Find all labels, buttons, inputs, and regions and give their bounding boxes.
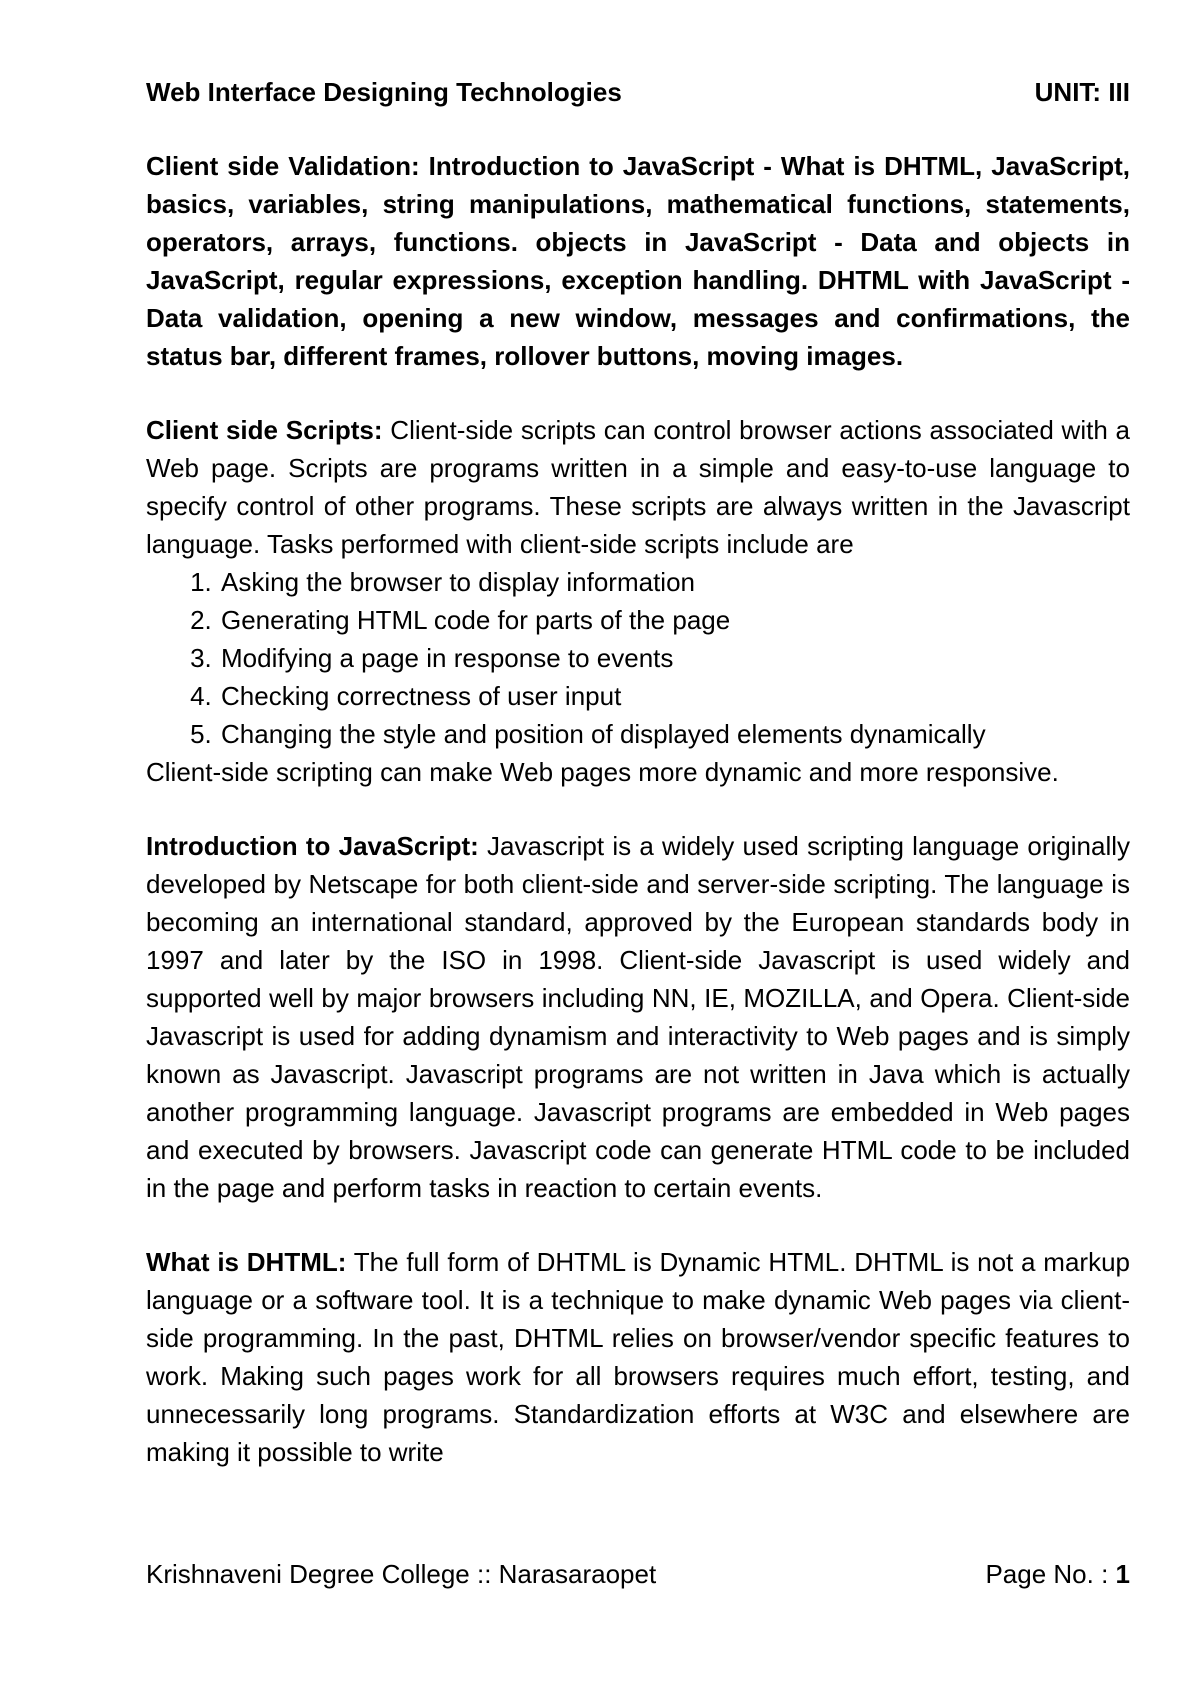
list-item: 2. Generating HTML code for parts of the page <box>219 601 1130 639</box>
paragraph-gap <box>146 1207 1130 1243</box>
tasks-list <box>146 563 1130 753</box>
paragraph-gap <box>146 791 1130 827</box>
page-footer <box>146 1556 1130 1592</box>
dhtml-body: The full form of DHTML is Dynamic HTML. DHTML is not a markup language or a software tool. It is a technique to make dynamic Web pages via client-side programming. In the past, DHTML relies on browser/vendor specific features to work. Making such pages work for all browsers requires much effort, testing, and unnecessarily long programs. Standardization efforts at W3C and elsewhere are making it possible to write <box>146 1247 1130 1467</box>
page-header <box>146 74 1130 110</box>
dhtml-paragraph <box>146 1243 1130 1471</box>
header-unit: UNIT: III <box>1034 77 1130 107</box>
client-side-scripts-heading: Client side Scripts: <box>146 415 383 445</box>
list-item: 5. Changing the style and position of displayed elements dynamically <box>219 715 1130 753</box>
footer-college: Krishnaveni Degree College :: Narasaraopet <box>146 1559 657 1589</box>
header-title: Web Interface Designing Technologies <box>146 77 622 107</box>
list-item: 4. Checking correctness of user input <box>219 677 1130 715</box>
page-number-value: 1 <box>1115 1559 1130 1589</box>
dhtml-heading: What is DHTML: <box>146 1247 347 1277</box>
page-number-label: Page No. : <box>985 1559 1116 1589</box>
list-item: 3. Modifying a page in response to events <box>219 639 1130 677</box>
intro-javascript-paragraph <box>146 827 1130 1207</box>
client-side-scripts-body: Client-side scripts can control browser actions associated with a Web page. Scripts are programs written in a simple and easy-to-use language to specify control of other programs. These scripts are always written in the Javascript language. Tasks performed with client-side scripts include are <box>146 415 1131 559</box>
client-side-scripts-paragraph <box>146 411 1130 563</box>
paragraph-gap <box>146 375 1130 411</box>
intro-javascript-heading: Introduction to JavaScript: <box>146 831 479 861</box>
page-content <box>146 147 1130 1471</box>
client-side-scripts-closing: Client-side scripting can make Web pages more dynamic and more responsive. <box>146 757 1059 787</box>
syllabus-paragraph: Client side Validation: Introduction to JavaScript - What is DHTML, JavaScript, basics, variables, string manipulations, mathematical functions, statements, operators, arrays, functions. objects in JavaScript - Data and objects in JavaScript, regular expressions, exception handling. DHTML with JavaScript - Data validation, opening a new window, messages and confirmations, the status bar, different frames, rollover buttons, moving images. <box>146 151 1130 371</box>
list-item: 1. Asking the browser to display information <box>219 563 1130 601</box>
intro-javascript-body: Javascript is a widely used scripting language originally developed by Netscape for both client-side and server-side scripting. The language is becoming an international standard, approved by the European standards body in 1997 and later by the ISO in 1998. Client-side Javascript is used widely and supported well by major browsers including NN, IE, MOZILLA, and Opera. Client-side Javascript is used for adding dynamism and interactivity to Web pages and is simply known as Javascript. Javascript programs are not written in Java which is actually another programming language. Javascript programs are embedded in Web pages and executed by browsers. Javascript code can generate HTML code to be included in the page and perform tasks in reaction to certain events. <box>146 831 1130 1203</box>
footer-page-number <box>985 1556 1130 1592</box>
